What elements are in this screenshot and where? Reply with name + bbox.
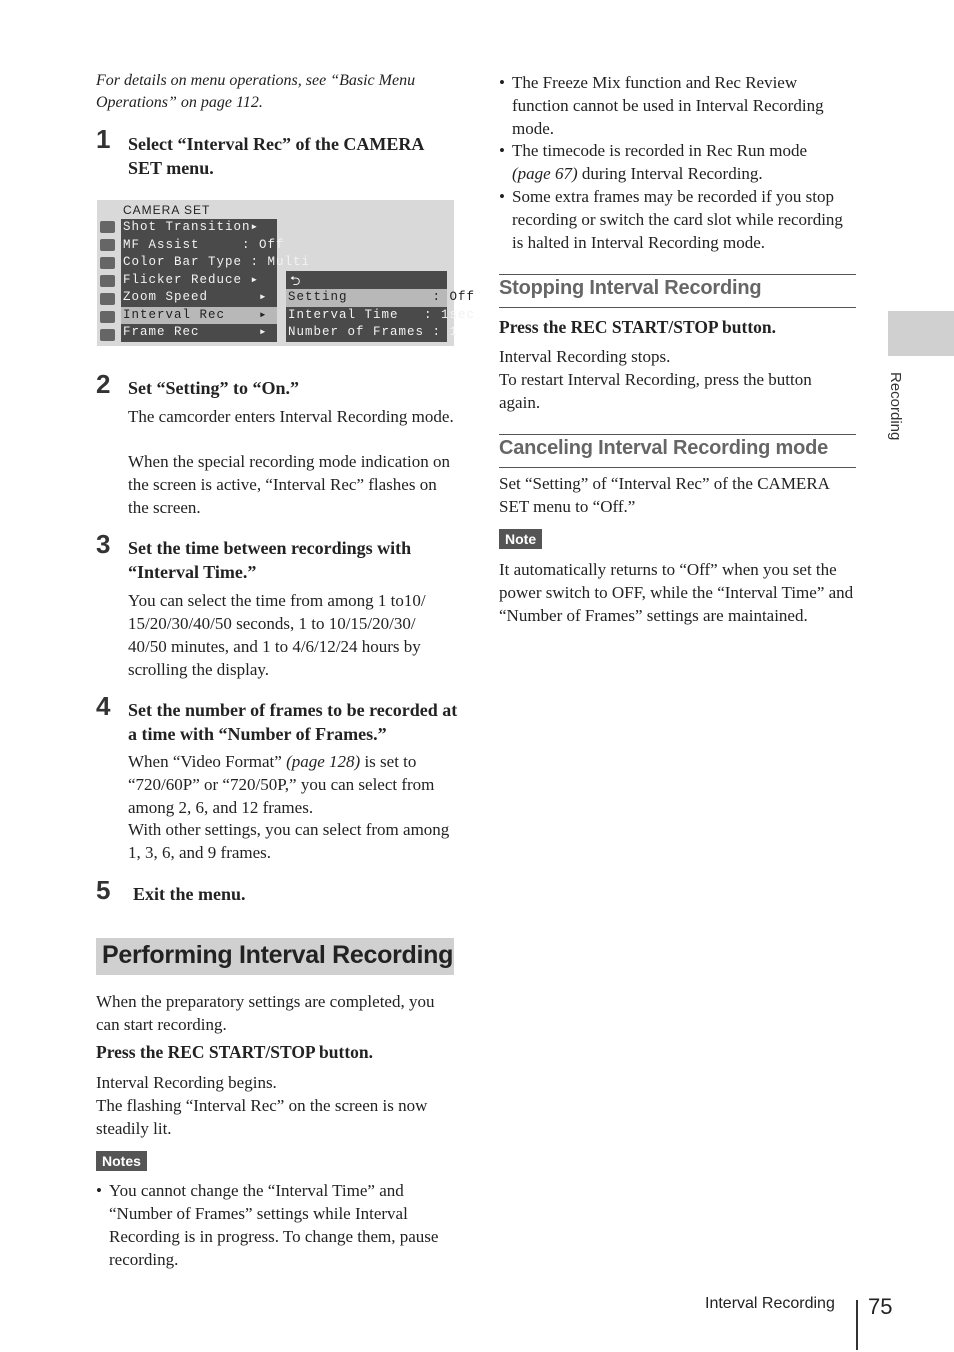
step-3-number: 3 bbox=[96, 529, 111, 559]
menu-item-color-bar-type[interactable]: Color Bar Type : Multi bbox=[123, 255, 311, 269]
footer-section-title: Interval Recording bbox=[705, 1295, 835, 1312]
bullet-dot: • bbox=[499, 141, 505, 160]
note-label: Note bbox=[499, 529, 542, 549]
step-4-number: 4 bbox=[96, 691, 111, 721]
chapter-label-box bbox=[878, 372, 908, 462]
chapter-label: Recording bbox=[887, 372, 904, 441]
canceling-heading-box bbox=[499, 434, 856, 468]
menu-item-zoom-speed[interactable]: Zoom Speed ▸ bbox=[123, 290, 268, 304]
performing-steady: The flashing “Interval Rec” on the screen is now steadily lit. bbox=[96, 1096, 428, 1138]
step-3-title: Set the time between recordings with “Interval Time.” bbox=[128, 538, 412, 582]
note-text bbox=[512, 139, 842, 185]
stopping-heading: Stopping Interval Recording bbox=[499, 277, 762, 299]
video-icon bbox=[100, 257, 115, 269]
bullet-dot: • bbox=[499, 187, 505, 206]
page-number: 75 bbox=[868, 1294, 893, 1319]
return-icon[interactable]: ⮌ bbox=[290, 273, 301, 288]
note-text: Some extra frames may be recorded if you stop recording or switch the card slot while recording is halted in Interval Recording mode. bbox=[512, 187, 843, 252]
menu-icon-column bbox=[100, 221, 116, 341]
note-badge bbox=[499, 529, 542, 549]
section-heading: Performing Interval Recording bbox=[102, 941, 454, 969]
step-4-body-a: When “Video Format” bbox=[128, 752, 287, 771]
step-5-title: Exit the menu. bbox=[133, 884, 246, 904]
note-text: You cannot change the “Interval Time” and “Number of Frames” settings while Interval Recording is in progress. To change them, pause recording. bbox=[109, 1181, 439, 1269]
performing-begins: Interval Recording begins. bbox=[96, 1073, 277, 1092]
step-2-title: Set “Setting” to “On.” bbox=[128, 378, 299, 398]
camera-icon bbox=[100, 221, 115, 233]
step-5-number: 5 bbox=[96, 875, 111, 905]
menu-item-interval-rec[interactable]: Interval Rec ▸ bbox=[121, 307, 277, 325]
footer-divider bbox=[856, 1300, 858, 1350]
menu-item-mf-assist[interactable]: MF Assist : Off bbox=[123, 237, 285, 252]
chapter-tab bbox=[888, 311, 954, 356]
step-4-body-2: With other settings, you can select from among 1, 3, 6, and 9 frames. bbox=[128, 820, 450, 862]
step-4-title: Set the number of frames to be recorded at a time with “Number of Frames.” bbox=[128, 700, 458, 744]
bullet-dot: • bbox=[96, 1181, 102, 1200]
menu-item-frame-rec[interactable]: Frame Rec ▸ bbox=[123, 325, 268, 339]
step-3-body: You can select the time from among 1 to10/ 15/20/30/40/50 seconds, 1 to 10/15/20/30/ 40/50 minutes, and 1 to 4/6/12/24 hours by scrolling the display. bbox=[128, 591, 426, 679]
menu-item-flicker-reduce[interactable]: Flicker Reduce ▸ bbox=[123, 272, 260, 287]
section-heading-bar bbox=[96, 938, 454, 975]
submenu-item-interval-time[interactable]: Interval Time : 1sec bbox=[288, 307, 476, 322]
notes-label: Notes bbox=[96, 1151, 147, 1171]
note-3-b: during Interval Recording. bbox=[577, 164, 763, 183]
step-4-body-b: is set to “720/60P” or “720/50P,” you can select from among 2, 6, and 12 frames. bbox=[128, 752, 435, 817]
step-2-number: 2 bbox=[96, 369, 111, 399]
stopping-heading-box bbox=[499, 274, 856, 308]
media-icon bbox=[100, 329, 115, 341]
page-67-link[interactable]: (page 67) bbox=[512, 164, 578, 183]
note-text: The Freeze Mix function and Rec Review function cannot be used in Interval Recording mode. bbox=[512, 73, 824, 138]
canceling-heading: Canceling Interval Recording mode bbox=[499, 437, 829, 459]
step-2-body-2: When the special recording mode indication on the screen is active, “Interval Rec” flashes on the screen. bbox=[128, 452, 450, 517]
stopping-p1: Interval Recording stops. bbox=[499, 347, 671, 366]
camera-set-menu-screenshot bbox=[97, 200, 476, 346]
step-1-title: Select “Interval Rec” of the CAMERA SET menu. bbox=[128, 134, 424, 178]
step-4-body-1 bbox=[128, 750, 458, 819]
stopping-p2: To restart Interval Recording, press the button again. bbox=[499, 370, 812, 412]
other-icon bbox=[100, 311, 115, 323]
submenu-item-setting[interactable]: Setting : Off bbox=[286, 289, 447, 307]
step-2-body-1: The camcorder enters Interval Recording mode. bbox=[128, 407, 454, 426]
audio-icon bbox=[100, 239, 115, 251]
notes-badge bbox=[96, 1151, 147, 1171]
menu-item-shot-transition[interactable]: Shot Transition▸ bbox=[123, 220, 260, 234]
menu-right-panel bbox=[286, 271, 476, 342]
performing-press-instruction: Press the REC START/STOP button. bbox=[96, 1042, 374, 1062]
tc-icon bbox=[100, 293, 115, 305]
page-128-link[interactable]: (page 128) bbox=[286, 752, 361, 771]
canceling-note: It automatically returns to “Off” when you set the power switch to OFF, while the “Interval Time” and “Number of Frames” settings are maintained. bbox=[499, 560, 854, 625]
step-1-number: 1 bbox=[96, 124, 111, 154]
performing-intro: When the preparatory settings are completed, you can start recording. bbox=[96, 992, 435, 1034]
stopping-press-instruction: Press the REC START/STOP button. bbox=[499, 317, 777, 337]
submenu-item-number-of-frames[interactable]: Number of Frames : 1 bbox=[288, 325, 459, 339]
lcd-icon bbox=[100, 275, 115, 287]
canceling-p1: Set “Setting” of “Interval Rec” of the CAMERA SET menu to “Off.” bbox=[499, 474, 829, 516]
intro-text: For details on menu operations, see “Basic Menu Operations” on page 112. bbox=[96, 72, 416, 111]
menu-header: CAMERA SET bbox=[123, 203, 211, 217]
menu-left-panel bbox=[121, 219, 311, 342]
note-3-a: The timecode is recorded in Rec Run mode bbox=[512, 141, 808, 160]
bullet-dot: • bbox=[499, 73, 505, 92]
